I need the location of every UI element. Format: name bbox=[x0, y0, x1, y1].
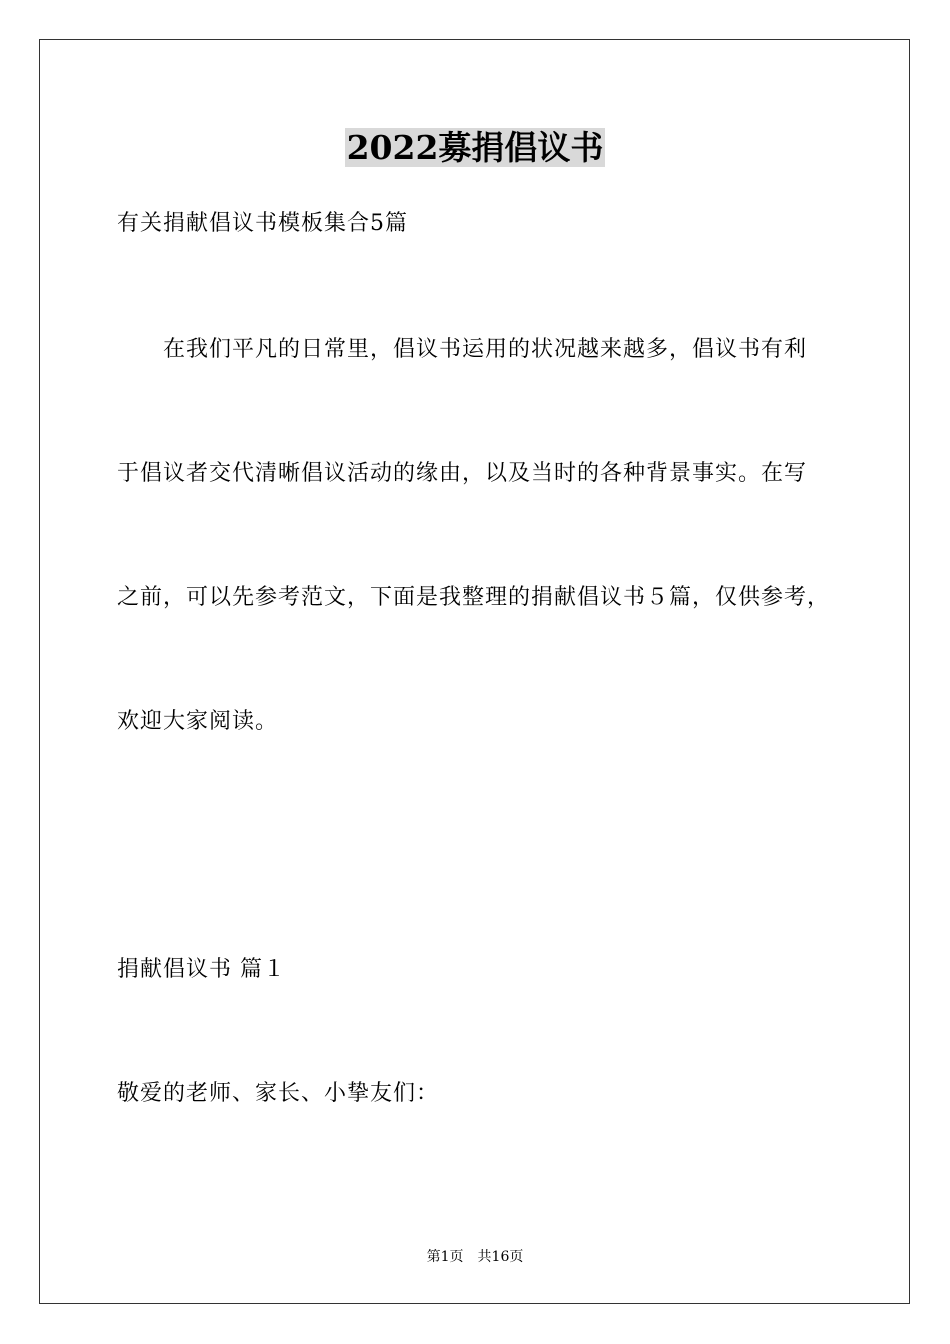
intro-line-3: 之前，可以先参考范文，下面是我整理的捐献倡议书５篇，仅供参考， bbox=[117, 585, 831, 610]
page-number: 第1页 bbox=[426, 1249, 464, 1265]
intro-line-1: 在我们平凡的日常里，倡议书运用的状况越来越多，倡议书有利 bbox=[163, 337, 808, 362]
salutation: 敬爱的老师、家长、小挚友们： bbox=[117, 1081, 440, 1106]
document-title bbox=[0, 124, 950, 172]
intro-line-4: 欢迎大家阅读。 bbox=[117, 709, 279, 734]
intro-line-2: 于倡议者交代清晰倡议活动的缘由，以及当时的各种背景事实。在写 bbox=[117, 461, 808, 486]
section-heading: 捐献倡议书 篇１ bbox=[117, 957, 286, 982]
page-footer bbox=[0, 1247, 950, 1267]
page-total: 共16页 bbox=[477, 1249, 524, 1265]
document-title-text: 2022募捐倡议书 bbox=[346, 128, 604, 167]
document-subtitle: 有关捐献倡议书模板集合5篇 bbox=[117, 211, 408, 236]
